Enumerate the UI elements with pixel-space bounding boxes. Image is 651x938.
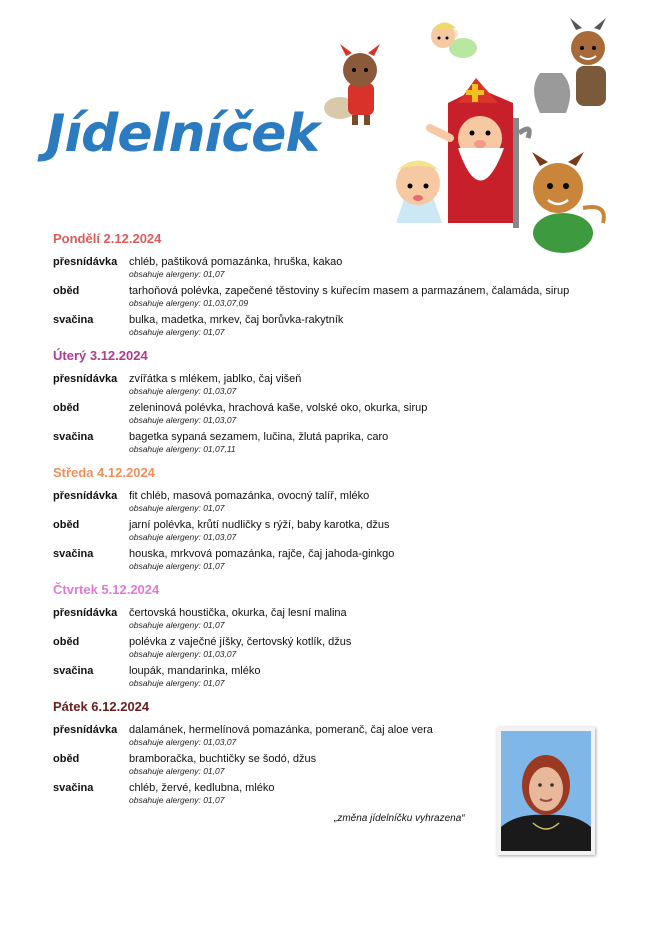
page-title: Jídelníček bbox=[46, 104, 320, 164]
meal-row bbox=[53, 255, 613, 280]
allergen-note: obsahuje alergeny: 01,03,07 bbox=[129, 737, 237, 747]
meal-text: chléb, paštiková pomazánka, hruška, kakao bbox=[129, 256, 343, 268]
disclaimer-note: „změna jídelníčku vyhrazena“ bbox=[334, 813, 465, 824]
allergen-note: obsahuje alergeny: 01,07 bbox=[129, 327, 225, 337]
day-title: Čtvrtek 5.12.2024 bbox=[53, 582, 160, 597]
meal-text: bulka, madetka, mrkev, čaj borůvka-rakytník bbox=[129, 314, 344, 326]
allergen-note: obsahuje alergeny: 01,07 bbox=[129, 620, 225, 630]
meal-text: dalamánek, hermelínová pomazánka, pomeranč, čaj aloe vera bbox=[129, 724, 433, 736]
allergen-note: obsahuje alergeny: 01,07 bbox=[129, 766, 225, 776]
meal-row bbox=[53, 372, 613, 397]
meal-row bbox=[53, 606, 613, 631]
meal-text: houska, mrkvová pomazánka, rajče, čaj jahoda-ginkgo bbox=[129, 548, 395, 560]
day-section-thursday bbox=[53, 582, 613, 689]
day-section-monday bbox=[53, 231, 613, 338]
meal-label: oběd bbox=[53, 753, 80, 765]
meal-row bbox=[53, 664, 613, 689]
allergen-note: obsahuje alergeny: 01,07 bbox=[129, 561, 225, 571]
day-title: Pondělí 2.12.2024 bbox=[53, 231, 162, 246]
meal-label: přesnídávka bbox=[53, 724, 118, 736]
meal-text: bramboračka, buchtičky se šodó, džus bbox=[129, 753, 317, 765]
meal-label: přesnídávka bbox=[53, 490, 118, 502]
allergen-note: obsahuje alergeny: 01,07,11 bbox=[129, 444, 236, 454]
day-title: Pátek 6.12.2024 bbox=[53, 699, 150, 714]
allergen-note: obsahuje alergeny: 01,03,07 bbox=[129, 415, 237, 425]
day-section-wednesday bbox=[53, 465, 613, 572]
meal-text: čertovská houstička, okurka, čaj lesní malina bbox=[129, 607, 347, 619]
allergen-note: obsahuje alergeny: 01,07 bbox=[129, 678, 225, 688]
allergen-note: obsahuje alergeny: 01,03,07 bbox=[129, 532, 237, 542]
allergen-note: obsahuje alergeny: 01,03,07 bbox=[129, 649, 237, 659]
meal-label: svačina bbox=[53, 431, 94, 443]
meal-row bbox=[53, 401, 613, 426]
meal-text: zeleninová polévka, hrachová kaše, volské oko, okurka, sirup bbox=[129, 402, 428, 414]
devil-sack-icon bbox=[534, 18, 606, 113]
meal-text: loupák, mandarinka, mléko bbox=[129, 665, 261, 677]
meal-row bbox=[53, 430, 613, 455]
meal-row bbox=[53, 635, 613, 660]
meal-label: oběd bbox=[53, 402, 80, 414]
meal-label: oběd bbox=[53, 636, 80, 648]
angel-bottom-icon bbox=[394, 161, 442, 224]
day-title: Úterý 3.12.2024 bbox=[53, 348, 148, 363]
meal-label: přesnídávka bbox=[53, 256, 118, 268]
meal-text: polévka z vaječné jíšky, čertovský kotlík, džus bbox=[129, 636, 352, 648]
meal-row bbox=[53, 489, 613, 514]
meal-label: svačina bbox=[53, 314, 94, 326]
devil-left-icon bbox=[324, 44, 380, 125]
allergen-note: obsahuje alergeny: 01,03,07,09 bbox=[129, 298, 249, 308]
meal-text: zvířátka s mlékem, jablko, čaj višeň bbox=[129, 373, 302, 385]
allergen-note: obsahuje alergeny: 01,07 bbox=[129, 503, 225, 513]
meal-label: oběd bbox=[53, 519, 80, 531]
day-title: Středa 4.12.2024 bbox=[53, 465, 155, 480]
meal-row bbox=[53, 518, 613, 543]
meal-label: svačina bbox=[53, 548, 94, 560]
staff-photo bbox=[497, 727, 595, 855]
saint-nicholas-icon bbox=[430, 78, 529, 228]
allergen-note: obsahuje alergeny: 01,03,07 bbox=[129, 386, 237, 396]
meal-label: přesnídávka bbox=[53, 373, 118, 385]
allergen-note: obsahuje alergeny: 01,07 bbox=[129, 795, 225, 805]
saint-nicholas-illustration bbox=[318, 8, 648, 258]
meal-text: jarní polévka, krůtí nudličky s rýží, baby karotka, džus bbox=[129, 519, 390, 531]
meal-text: tarhoňová polévka, zapečené těstoviny s kuřecím masem a parmazánem, čalamáda, sirup bbox=[129, 285, 570, 297]
meal-row bbox=[53, 313, 613, 338]
day-section-tuesday bbox=[53, 348, 613, 455]
meal-text: chléb, žervé, kedlubna, mléko bbox=[129, 782, 275, 794]
meal-row bbox=[53, 547, 613, 572]
meal-text: bagetka sypaná sezamem, lučina, žlutá paprika, caro bbox=[129, 431, 389, 443]
meal-label: oběd bbox=[53, 285, 80, 297]
angel-top-icon bbox=[431, 22, 477, 58]
meal-label: přesnídávka bbox=[53, 607, 118, 619]
allergen-note: obsahuje alergeny: 01,07 bbox=[129, 269, 225, 279]
meal-text: fit chléb, masová pomazánka, ovocný talíř, mléko bbox=[129, 490, 370, 502]
meal-row bbox=[53, 284, 613, 309]
meal-label: svačina bbox=[53, 782, 94, 794]
meal-label: svačina bbox=[53, 665, 94, 677]
